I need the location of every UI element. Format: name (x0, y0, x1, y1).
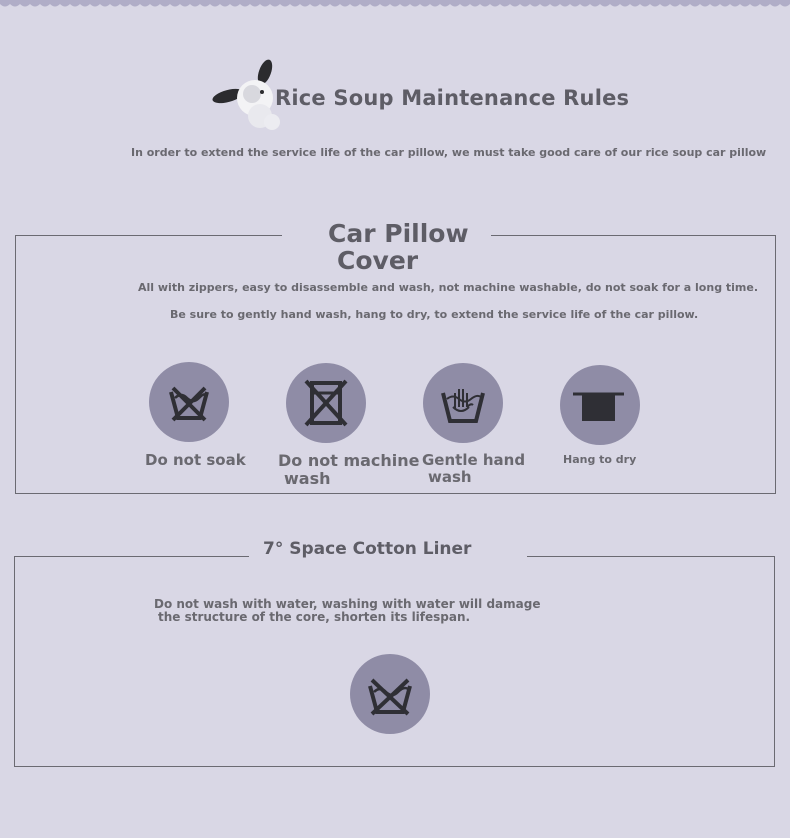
wavy-top-border (0, 0, 790, 10)
no-machine-wash-label-line1: Do not machine (278, 451, 420, 470)
no-machine-wash-label (278, 452, 420, 488)
cover-title-line2: Cover (337, 246, 419, 275)
liner-description-line1: Do not wash with water, washing with water will damage (154, 597, 541, 611)
liner-description-line2: the structure of the core, shorten its lifespan. (158, 610, 471, 624)
cover-description-line1: All with zippers, easy to disassemble and wash, not machine washable, do not soak for a long time. (138, 281, 759, 294)
liner-description (154, 598, 540, 624)
hang-dry-badge (560, 365, 640, 445)
no-machine-wash-icon (286, 363, 366, 443)
hand-wash-icon (423, 363, 503, 443)
page-title: Rice Soup Maintenance Rules (275, 86, 630, 110)
liner-section-title: 7° Space Cotton Liner (263, 539, 472, 559)
hand-wash-label-line2: wash (428, 468, 472, 486)
no-soak-badge (149, 362, 229, 442)
hand-wash-label (422, 452, 525, 486)
cover-title-line1: Car Pillow (328, 219, 469, 248)
hand-wash-badge (423, 363, 503, 443)
cover-section-title (328, 220, 469, 274)
no-wash-icon (350, 654, 430, 734)
page-subtitle: In order to extend the service life of the car pillow, we must take good care of our rice soup car pillow (131, 146, 767, 159)
no-machine-wash-badge (286, 363, 366, 443)
no-soak-icon (149, 362, 229, 442)
hang-dry-label: Hang to dry (563, 453, 637, 466)
no-wash-badge (350, 654, 430, 734)
no-machine-wash-label-line2: wash (284, 469, 331, 488)
hang-dry-icon (560, 365, 640, 445)
no-soak-label: Do not soak (145, 451, 246, 469)
cover-description-line2: Be sure to gently hand wash, hang to dry, to extend the service life of the car pillow. (170, 308, 699, 321)
hand-wash-label-line1: Gentle hand (422, 451, 526, 469)
